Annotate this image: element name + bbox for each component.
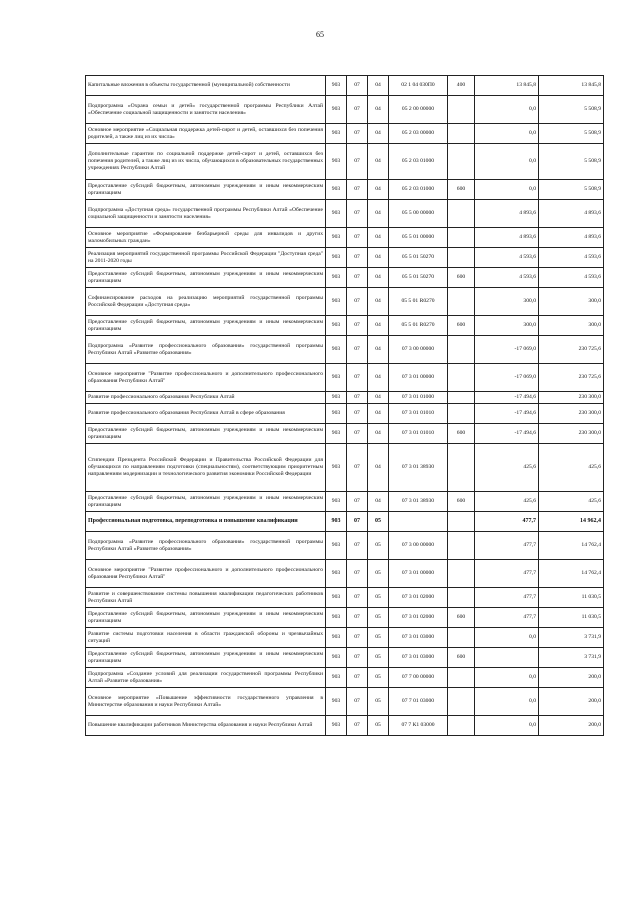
cell-vr: 600 [448, 492, 475, 512]
table-row [86, 648, 604, 668]
table-row [86, 608, 604, 628]
cell-total: 230 300,0 [539, 404, 604, 424]
cell-pr: 05 [368, 512, 389, 532]
cell-name: Развитие и совершенствование системы повышения квалификации педагогических работников Республики Алтай [86, 588, 326, 608]
table-row [86, 336, 604, 364]
cell-name: Капитальные вложения в объекты государственной (муниципальной) собственности [86, 76, 326, 96]
cell-name: Предоставление субсидий бюджетным, автономным учреждениям и иным некоммерческим организациям [86, 608, 326, 628]
cell-ved: 903 [326, 716, 347, 736]
cell-change: 0,0 [475, 144, 539, 180]
table-row [86, 492, 604, 512]
cell-rz: 07 [347, 268, 368, 288]
cell-pr: 04 [368, 424, 389, 444]
cell-change: 13 845,8 [475, 76, 539, 96]
cell-ved: 903 [326, 608, 347, 628]
cell-name: Софинансирование расходов на реализацию мероприятий государственной программы Российской Федерации «Доступная среда» [86, 288, 326, 316]
cell-csr: 07 3 01 38930 [389, 492, 448, 512]
cell-change: -17 494,6 [475, 424, 539, 444]
cell-change: 477,7 [475, 588, 539, 608]
cell-vr [448, 512, 475, 532]
cell-rz: 07 [347, 364, 368, 392]
cell-change: 0,0 [475, 688, 539, 716]
cell-name: Основное мероприятие «Формирование безбарьерной среды для инвалидов и других маломобильных граждан» [86, 228, 326, 248]
cell-ved: 903 [326, 392, 347, 404]
cell-pr: 05 [368, 628, 389, 648]
cell-pr: 04 [368, 392, 389, 404]
cell-ved: 903 [326, 180, 347, 200]
cell-ved: 903 [326, 588, 347, 608]
cell-rz: 07 [347, 248, 368, 268]
cell-pr: 05 [368, 648, 389, 668]
cell-ved: 903 [326, 228, 347, 248]
cell-name: Развитие профессионального образования Республики Алтай в сфере образования [86, 404, 326, 424]
cell-total: 4 593,6 [539, 268, 604, 288]
cell-pr: 04 [368, 364, 389, 392]
cell-vr: 600 [448, 268, 475, 288]
cell-rz: 07 [347, 608, 368, 628]
cell-change: 300,0 [475, 288, 539, 316]
cell-vr [448, 628, 475, 648]
cell-total: 14 762,4 [539, 532, 604, 560]
cell-ved: 903 [326, 200, 347, 228]
cell-name: Предоставление субсидий бюджетным, автономным учреждениям и иным некоммерческим организациям [86, 268, 326, 288]
cell-vr [448, 364, 475, 392]
cell-total: 3 731,9 [539, 648, 604, 668]
cell-pr: 04 [368, 288, 389, 316]
cell-pr: 04 [368, 124, 389, 144]
cell-total: 300,0 [539, 288, 604, 316]
cell-rz: 07 [347, 492, 368, 512]
cell-total: 4 893,6 [539, 200, 604, 228]
cell-total: 200,0 [539, 668, 604, 688]
cell-name: Реализация мероприятий государственной программы Российской Федерации "Доступная среда" на 2011-2020 годы [86, 248, 326, 268]
cell-rz: 07 [347, 144, 368, 180]
cell-total: 4 893,6 [539, 228, 604, 248]
table-row [86, 512, 604, 532]
cell-change: 0,0 [475, 668, 539, 688]
page-number: 65 [316, 30, 324, 39]
cell-pr: 05 [368, 608, 389, 628]
cell-change: 425,6 [475, 444, 539, 492]
cell-ved: 903 [326, 512, 347, 532]
cell-ved: 903 [326, 444, 347, 492]
cell-csr: 07 3 01 01000 [389, 392, 448, 404]
cell-vr [448, 288, 475, 316]
cell-rz: 07 [347, 96, 368, 124]
cell-csr: 07 3 01 02000 [389, 588, 448, 608]
cell-total: 230 300,0 [539, 392, 604, 404]
cell-total: 11 030,5 [539, 588, 604, 608]
cell-total: 13 845,8 [539, 76, 604, 96]
cell-change: 4 593,6 [475, 268, 539, 288]
cell-change: 477,7 [475, 560, 539, 588]
cell-pr: 05 [368, 668, 389, 688]
cell-rz: 07 [347, 424, 368, 444]
cell-total: 5 508,9 [539, 180, 604, 200]
cell-pr: 04 [368, 404, 389, 424]
cell-rz: 07 [347, 512, 368, 532]
cell-ved: 903 [326, 364, 347, 392]
table-row [86, 532, 604, 560]
cell-vr: 600 [448, 316, 475, 336]
cell-pr: 04 [368, 248, 389, 268]
cell-csr: 05 5 01 R0270 [389, 288, 448, 316]
table-body [86, 76, 604, 736]
cell-csr [389, 512, 448, 532]
cell-ved: 903 [326, 124, 347, 144]
cell-pr: 05 [368, 588, 389, 608]
cell-total: 3 731,9 [539, 628, 604, 648]
cell-name: Профессиональная подготовка, переподготовка и повышение квалификации [86, 512, 326, 532]
cell-pr: 04 [368, 96, 389, 124]
cell-rz: 07 [347, 444, 368, 492]
cell-name: Основное мероприятие «Повышение эффективности государственного управления в Министерстве образования и науки Республики Алтай» [86, 688, 326, 716]
cell-csr: 02 1 04 030П0 [389, 76, 448, 96]
cell-rz: 07 [347, 316, 368, 336]
cell-rz: 07 [347, 200, 368, 228]
cell-vr [448, 588, 475, 608]
cell-name: Развитие системы подготовки населения в области гражданской обороны и чрезвычайных ситуаций [86, 628, 326, 648]
cell-rz: 07 [347, 228, 368, 248]
cell-ved: 903 [326, 288, 347, 316]
cell-change: -17 069,0 [475, 336, 539, 364]
table-row [86, 316, 604, 336]
cell-change: 477,7 [475, 532, 539, 560]
table-row [86, 180, 604, 200]
table-row [86, 288, 604, 316]
cell-ved: 903 [326, 628, 347, 648]
cell-ved: 903 [326, 144, 347, 180]
table-row [86, 588, 604, 608]
cell-total: 5 508,9 [539, 124, 604, 144]
cell-rz: 07 [347, 628, 368, 648]
cell-ved: 903 [326, 560, 347, 588]
cell-csr: 07 3 00 00000 [389, 336, 448, 364]
cell-rz: 07 [347, 336, 368, 364]
cell-name: Подпрограмма «Охрана семьи и детей» государственной программы Республики Алтай «Обеспечение социальной защищенности и занятости населения» [86, 96, 326, 124]
cell-change: 0,0 [475, 124, 539, 144]
table-row [86, 628, 604, 648]
cell-total: 425,6 [539, 492, 604, 512]
cell-vr: 600 [448, 424, 475, 444]
cell-change: -17 494,6 [475, 392, 539, 404]
cell-name: Предоставление субсидий бюджетным, автономным учреждениям и иным некоммерческим организациям [86, 180, 326, 200]
cell-name: Предоставление субсидий бюджетным, автономным учреждениям и иным некоммерческим организациям [86, 648, 326, 668]
cell-name: Основное мероприятие "Развитие профессионального и дополнительного профессионального образования Республики Алтай" [86, 560, 326, 588]
cell-name: Предоставление субсидий бюджетным, автономным учреждениям и иным некоммерческим организациям [86, 492, 326, 512]
table-row [86, 76, 604, 96]
cell-rz: 07 [347, 560, 368, 588]
cell-csr: 07 3 01 03000 [389, 628, 448, 648]
cell-name: Подпрограмма «Развитие профессионального образования» государственной программы Республики Алтай «Развитие образования» [86, 336, 326, 364]
table-row [86, 96, 604, 124]
cell-csr: 07 3 01 00000 [389, 560, 448, 588]
cell-total: 425,6 [539, 444, 604, 492]
table-row [86, 364, 604, 392]
cell-ved: 903 [326, 76, 347, 96]
cell-pr: 04 [368, 180, 389, 200]
cell-name: Основное мероприятие «Социальная поддержка детей-сирот и детей, оставшихся без попечения родителей, а также лиц из их числа» [86, 124, 326, 144]
cell-name: Стипендии Президента Российской Федерации и Правительства Российской Федерации для обучающихся по направлениям подготовки (специальностям), соответствующим приоритетным направлениям модернизации и технологического развития экономики Российской Федерации [86, 444, 326, 492]
cell-total: 230 300,0 [539, 424, 604, 444]
cell-csr: 07 3 01 03000 [389, 648, 448, 668]
cell-change: -17 069,0 [475, 364, 539, 392]
cell-csr: 05 5 01 50270 [389, 248, 448, 268]
cell-vr: 600 [448, 608, 475, 628]
cell-vr [448, 444, 475, 492]
table-row [86, 268, 604, 288]
cell-pr: 05 [368, 560, 389, 588]
cell-name: Подпрограмма «Создание условий для реализации государственной программы Республики Алтай «Развитие образования» [86, 668, 326, 688]
cell-csr: 05 5 00 00000 [389, 200, 448, 228]
table-row [86, 444, 604, 492]
cell-pr: 04 [368, 228, 389, 248]
cell-csr: 05 2 03 01000 [389, 180, 448, 200]
cell-total: 4 593,6 [539, 248, 604, 268]
cell-csr: 05 2 03 01000 [389, 144, 448, 180]
cell-ved: 903 [326, 96, 347, 124]
cell-csr: 07 3 01 38930 [389, 444, 448, 492]
cell-total: 230 725,6 [539, 336, 604, 364]
cell-ved: 903 [326, 404, 347, 424]
table-row [86, 424, 604, 444]
cell-pr: 04 [368, 444, 389, 492]
cell-name: Повышение квалификации работников Министерства образования и науки Республики Алтай [86, 716, 326, 736]
cell-pr: 04 [368, 336, 389, 364]
cell-name: Предоставление субсидий бюджетным, автономным учреждениям и иным некоммерческим организациям [86, 424, 326, 444]
cell-csr: 05 2 03 00000 [389, 124, 448, 144]
cell-change: -17 494,6 [475, 404, 539, 424]
table-row [86, 668, 604, 688]
cell-vr [448, 392, 475, 404]
cell-rz: 07 [347, 392, 368, 404]
cell-total: 300,0 [539, 316, 604, 336]
cell-vr [448, 124, 475, 144]
table-row [86, 392, 604, 404]
cell-csr: 07 3 00 00000 [389, 532, 448, 560]
cell-csr: 07 3 01 02000 [389, 608, 448, 628]
cell-rz: 07 [347, 532, 368, 560]
cell-name: Развитие профессионального образования Республики Алтай [86, 392, 326, 404]
cell-vr: 600 [448, 180, 475, 200]
cell-pr: 04 [368, 316, 389, 336]
cell-name: Подпрограмма «Развитие профессионального образования» государственной программы Республики Алтай «Развитие образования» [86, 532, 326, 560]
cell-change: 477,7 [475, 608, 539, 628]
cell-change: 300,0 [475, 316, 539, 336]
cell-total: 11 030,5 [539, 608, 604, 628]
cell-csr: 07 7 01 03000 [389, 688, 448, 716]
cell-change: 4 593,6 [475, 248, 539, 268]
cell-vr [448, 228, 475, 248]
cell-pr: 04 [368, 76, 389, 96]
cell-change: 0,0 [475, 96, 539, 124]
table-row [86, 200, 604, 228]
cell-total: 200,0 [539, 688, 604, 716]
cell-ved: 903 [326, 648, 347, 668]
cell-pr: 05 [368, 532, 389, 560]
cell-change: 477,7 [475, 512, 539, 532]
cell-vr [448, 716, 475, 736]
cell-vr: 600 [448, 648, 475, 668]
cell-ved: 903 [326, 248, 347, 268]
cell-vr [448, 668, 475, 688]
cell-total: 230 725,6 [539, 364, 604, 392]
cell-rz: 07 [347, 180, 368, 200]
cell-csr: 07 7 К1 03000 [389, 716, 448, 736]
cell-change: 4 893,6 [475, 228, 539, 248]
cell-vr [448, 404, 475, 424]
cell-name: Основное мероприятие "Развитие профессионального и дополнительного профессионального образования Республики Алтай" [86, 364, 326, 392]
cell-csr: 07 3 01 01010 [389, 424, 448, 444]
cell-pr: 05 [368, 688, 389, 716]
cell-csr: 05 2 00 00000 [389, 96, 448, 124]
cell-csr: 07 7 00 00000 [389, 668, 448, 688]
cell-rz: 07 [347, 288, 368, 316]
cell-pr: 04 [368, 144, 389, 180]
cell-pr: 04 [368, 268, 389, 288]
table-row [86, 248, 604, 268]
cell-rz: 07 [347, 404, 368, 424]
cell-ved: 903 [326, 268, 347, 288]
cell-ved: 903 [326, 336, 347, 364]
cell-change: 0,0 [475, 716, 539, 736]
cell-ved: 903 [326, 492, 347, 512]
budget-table [85, 75, 604, 736]
cell-ved: 903 [326, 532, 347, 560]
cell-change: 0,0 [475, 628, 539, 648]
cell-change: 0,0 [475, 180, 539, 200]
cell-pr: 05 [368, 716, 389, 736]
cell-csr: 05 5 01 00000 [389, 228, 448, 248]
table-row [86, 228, 604, 248]
cell-total: 5 508,9 [539, 144, 604, 180]
cell-csr: 07 3 01 00000 [389, 364, 448, 392]
table-row [86, 716, 604, 736]
cell-total: 14 762,4 [539, 560, 604, 588]
cell-csr: 05 5 01 R0270 [389, 316, 448, 336]
cell-total: 14 962,4 [539, 512, 604, 532]
cell-pr: 04 [368, 492, 389, 512]
cell-change: 4 893,6 [475, 200, 539, 228]
cell-rz: 07 [347, 688, 368, 716]
cell-total: 5 508,9 [539, 96, 604, 124]
cell-rz: 07 [347, 716, 368, 736]
cell-rz: 07 [347, 124, 368, 144]
cell-vr [448, 200, 475, 228]
cell-vr [448, 336, 475, 364]
cell-csr: 05 5 01 50270 [389, 268, 448, 288]
cell-vr [448, 144, 475, 180]
cell-rz: 07 [347, 76, 368, 96]
cell-ved: 903 [326, 688, 347, 716]
table-row [86, 688, 604, 716]
table-row [86, 124, 604, 144]
cell-change: 425,6 [475, 492, 539, 512]
cell-vr [448, 96, 475, 124]
table-row [86, 404, 604, 424]
cell-rz: 07 [347, 648, 368, 668]
cell-vr: 400 [448, 76, 475, 96]
cell-ved: 903 [326, 668, 347, 688]
cell-vr [448, 688, 475, 716]
cell-vr [448, 532, 475, 560]
cell-change [475, 648, 539, 668]
cell-rz: 07 [347, 588, 368, 608]
cell-csr: 07 3 01 01010 [389, 404, 448, 424]
cell-pr: 04 [368, 200, 389, 228]
cell-vr [448, 248, 475, 268]
table-row [86, 560, 604, 588]
cell-name: Предоставление субсидий бюджетным, автономным учреждениям и иным некоммерческим организациям [86, 316, 326, 336]
cell-name: Дополнительные гарантии по социальной поддержке детей-сирот и детей, оставшихся без попечения родителей, а также лиц из их числа, обучающихся в образовательных государственных учреждениях Республики Алтай [86, 144, 326, 180]
table-row [86, 144, 604, 180]
cell-ved: 903 [326, 424, 347, 444]
cell-name: Подпрограмма «Доступная среда» государственной программы Республики Алтай «Обеспечение социальной защищенности и занятости населения» [86, 200, 326, 228]
cell-ved: 903 [326, 316, 347, 336]
cell-vr [448, 560, 475, 588]
cell-rz: 07 [347, 668, 368, 688]
cell-total: 200,0 [539, 716, 604, 736]
